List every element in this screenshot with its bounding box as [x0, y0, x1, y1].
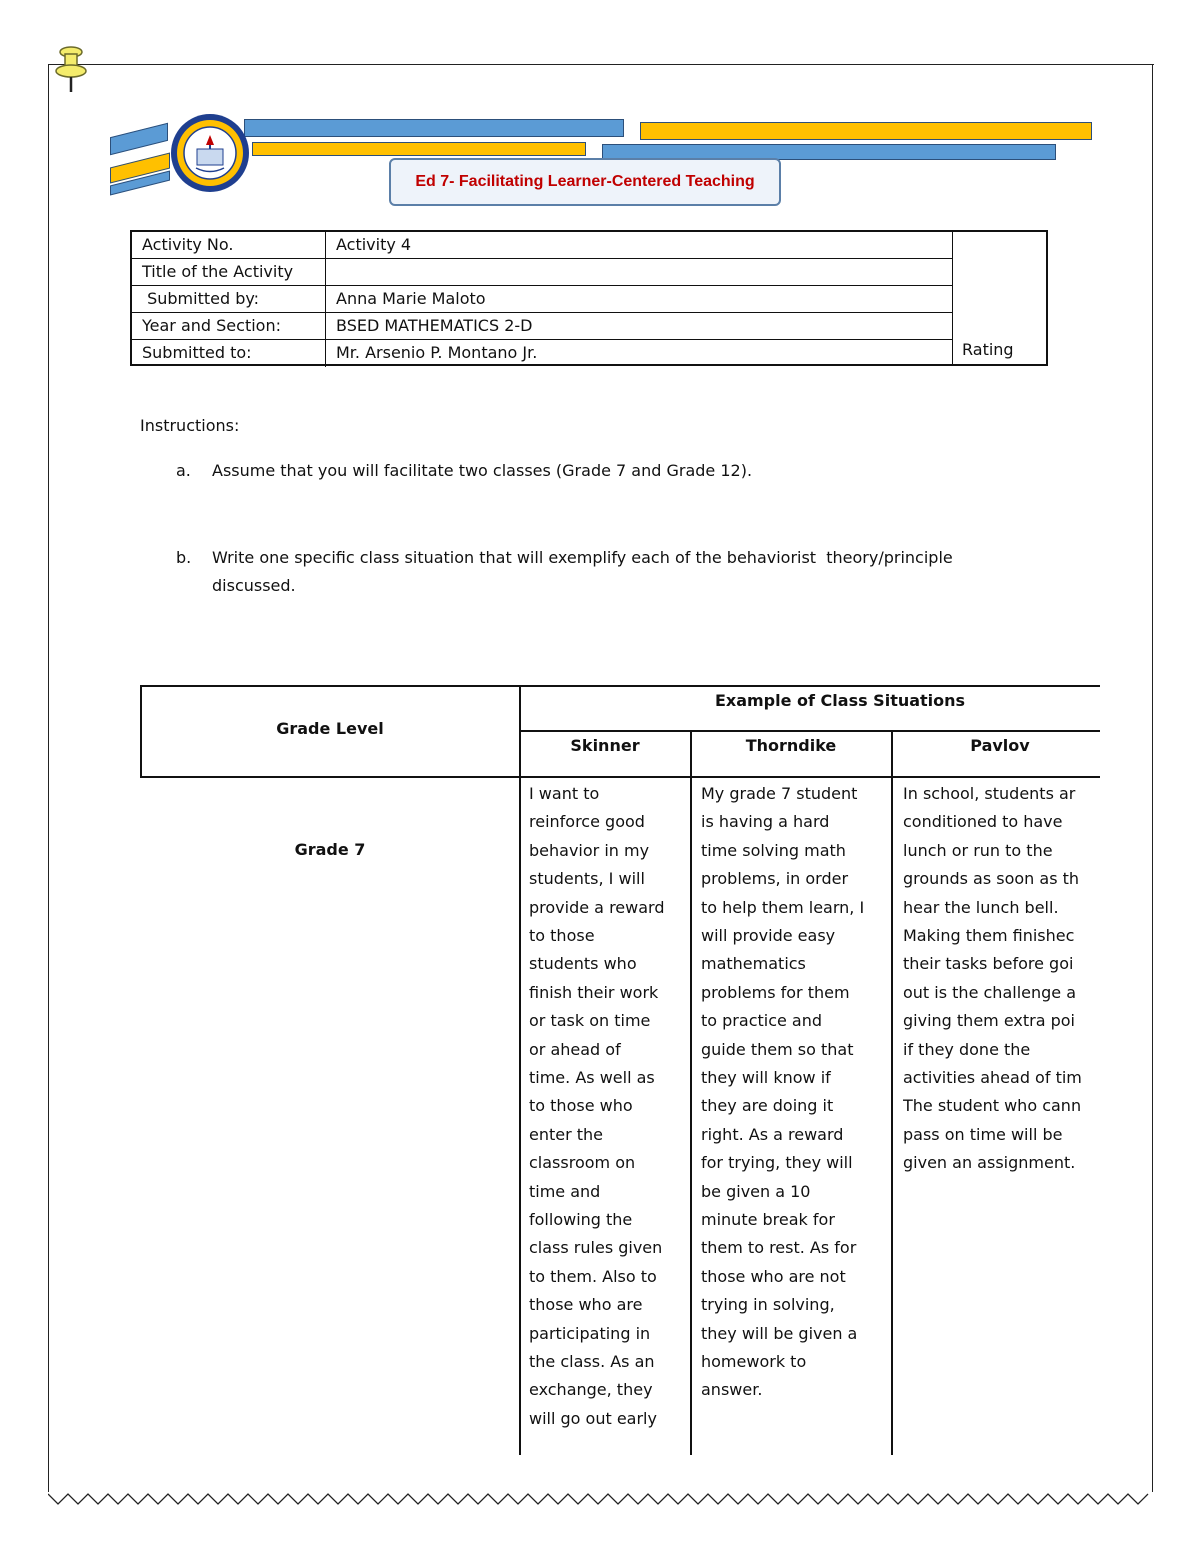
info-label: Submitted to: — [132, 340, 326, 367]
cell-text-line: trying in solving, — [701, 1295, 835, 1315]
cell-text-line: or task on time — [529, 1011, 651, 1031]
column-header-pavlov: Pavlov — [970, 736, 1030, 755]
cell-text-line: mathematics — [701, 954, 806, 974]
cell-text-line: out is the challenge a — [903, 982, 1077, 1002]
table-border — [520, 730, 1100, 732]
info-value: Anna Marie Maloto — [336, 289, 486, 308]
cell-text-line: In school, students ar — [903, 784, 1076, 803]
cell-text-line: provide a reward — [529, 897, 665, 917]
cell-text-line: those who are — [529, 1295, 643, 1315]
cell-text-line: given an assignment. — [903, 1153, 1076, 1173]
info-value: Mr. Arsenio P. Montano Jr. — [336, 343, 538, 362]
cell-text-line: will provide easy — [701, 926, 836, 945]
cell-text-line: students who — [529, 954, 637, 974]
cell-text-line: to practice and — [701, 1011, 823, 1031]
cell-text-line: reinforce good — [529, 812, 645, 832]
cell-text-line: finish their work — [529, 982, 659, 1002]
cell-text-line: pass on time will be — [903, 1124, 1063, 1144]
cell-text-line: those who are not — [701, 1266, 846, 1286]
page-border-top — [48, 64, 1154, 65]
header-bar — [110, 123, 168, 155]
cell-text-line: enter the — [529, 1124, 604, 1144]
cell-text-line: following the — [529, 1210, 633, 1229]
thorndike-situation — [701, 780, 891, 1455]
column-header-skinner: Skinner — [570, 736, 640, 755]
pavlov-situation — [903, 780, 1090, 1455]
cell-text-line: homework to — [701, 1352, 807, 1371]
cell-text-line: their tasks before goi — [903, 954, 1074, 974]
cell-text-line: behavior in my — [529, 840, 650, 860]
cell-text-line: to those — [529, 926, 595, 945]
cell-text-line: or ahead of — [529, 1039, 621, 1059]
cell-text-line: right. As a reward — [701, 1124, 844, 1144]
activity-info-table — [130, 230, 1048, 366]
cell-text-line: participating in — [529, 1323, 651, 1343]
instruction-marker: a. — [176, 461, 191, 480]
cell-text-line: classroom on — [529, 1153, 636, 1173]
info-label: Year and Section: — [132, 313, 326, 339]
cell-text-line: will go out early — [529, 1408, 657, 1428]
table-border — [891, 730, 893, 1455]
cell-text-line: students, I will — [529, 869, 645, 889]
instruction-text: Assume that you will facilitate two classes (Grade 7 and Grade 12). — [212, 461, 753, 480]
cell-text-line: to those who — [529, 1096, 633, 1116]
cell-text-line: My grade 7 student — [701, 784, 858, 803]
page-border-left — [48, 64, 49, 1492]
class-situations-header: Example of Class Situations — [714, 691, 966, 710]
info-row — [132, 286, 952, 313]
info-label: Submitted by: — [132, 286, 326, 312]
grade-level-header: Grade Level — [276, 719, 384, 738]
cell-text-line: hear the lunch bell. — [903, 897, 1059, 917]
cell-text-line: grounds as soon as th — [903, 869, 1080, 889]
cell-text-line: conditioned to have — [903, 812, 1063, 832]
info-row — [132, 259, 952, 286]
cell-text-line: problems for them — [701, 982, 850, 1002]
cell-text-line: is having a hard — [701, 812, 830, 832]
cell-text-line: activities ahead of tim — [903, 1068, 1082, 1087]
cell-text-line: minute break for — [701, 1210, 835, 1229]
info-label: Activity No. — [132, 232, 326, 258]
cell-text-line: The student who cann — [903, 1096, 1082, 1116]
instructions-heading: Instructions: — [140, 416, 240, 435]
cell-text-line: for trying, they will — [701, 1153, 853, 1173]
instruction-text-continued: discussed. — [212, 576, 296, 595]
header-bar — [640, 122, 1092, 140]
column-header-thorndike: Thorndike — [745, 736, 837, 755]
class-situations-table — [140, 685, 1100, 1455]
cell-text-line: they are doing it — [701, 1096, 834, 1116]
cell-text-line: Making them finishec — [903, 926, 1075, 945]
cell-text-line: guide them so that — [701, 1039, 854, 1059]
course-title-box — [389, 158, 781, 206]
skinner-situation — [529, 780, 689, 1455]
info-row — [132, 232, 952, 259]
cell-text-line: time solving math — [701, 840, 846, 860]
cell-text-line: time. As well as — [529, 1068, 655, 1087]
cell-text-line: to help them learn, I — [701, 897, 865, 917]
table-border — [140, 776, 1100, 778]
info-value: BSED MATHEMATICS 2-D — [336, 316, 533, 335]
cell-text-line: time and — [529, 1181, 601, 1201]
cell-text-line: they will know if — [701, 1068, 831, 1087]
page-border-zigzag — [48, 1488, 1154, 1508]
cell-text-line: if they done the — [903, 1039, 1031, 1059]
table-border — [690, 730, 692, 1455]
row-label-grade-7: Grade 7 — [294, 840, 366, 859]
cell-text-line: they will be given a — [701, 1323, 858, 1343]
instruction-marker: b. — [176, 548, 192, 567]
cell-text-line: be given a 10 — [701, 1181, 811, 1201]
info-divider — [952, 232, 953, 364]
info-label: Title of the Activity — [132, 259, 326, 285]
cell-text-line: exchange, they — [529, 1380, 653, 1400]
table-border — [140, 685, 1100, 687]
rating-label: Rating — [962, 340, 1014, 359]
pushpin-icon — [54, 44, 88, 96]
cell-text-line: them to rest. As for — [701, 1238, 857, 1258]
cell-text-line: giving them extra poi — [903, 1011, 1075, 1031]
page-border-right — [1152, 64, 1153, 1492]
cell-text-line: problems, in order — [701, 869, 849, 889]
info-value: Activity 4 — [336, 235, 412, 254]
cell-text-line: lunch or run to the — [903, 840, 1053, 860]
info-row — [132, 340, 952, 367]
cell-text-line: answer. — [701, 1380, 763, 1400]
cell-text-line: the class. As an — [529, 1352, 655, 1371]
header-bar — [244, 119, 624, 137]
instruction-text: Write one specific class situation that will exemplify each of the behaviorist theory/principle — [212, 548, 953, 567]
course-title: Ed 7- Facilitating Learner-Centered Teaching — [415, 173, 755, 190]
info-value — [326, 259, 952, 285]
school-seal-logo — [170, 113, 250, 193]
info-row — [132, 313, 952, 340]
table-border — [519, 685, 521, 1455]
header-bar — [252, 142, 586, 156]
cell-text-line: to them. Also to — [529, 1266, 657, 1286]
cell-text-line: class rules given — [529, 1238, 663, 1258]
cell-text-line: I want to — [529, 784, 600, 803]
